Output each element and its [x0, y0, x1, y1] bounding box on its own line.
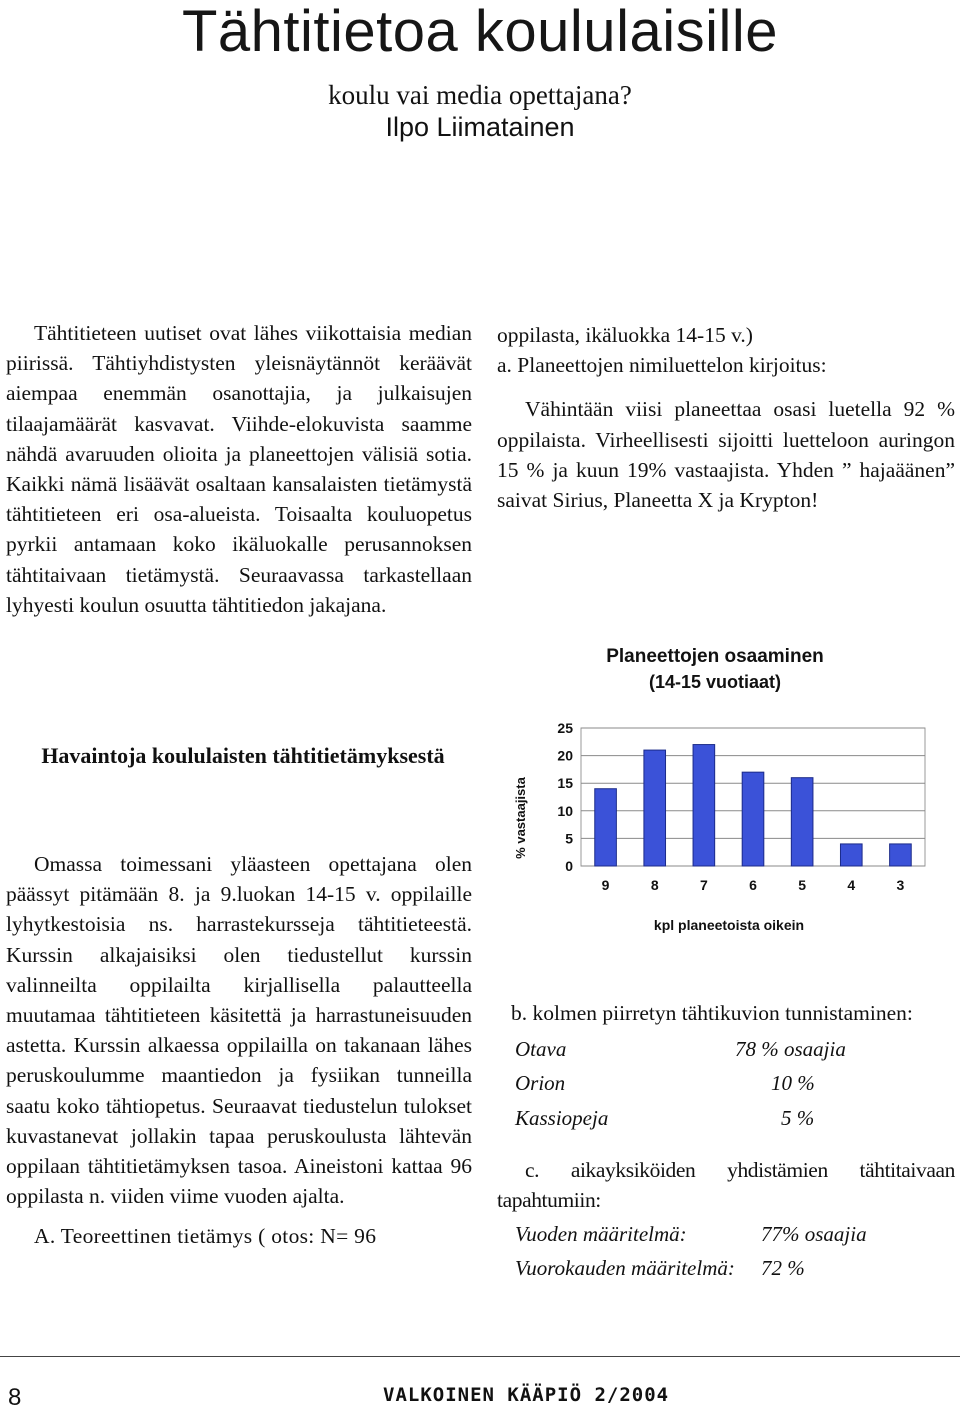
result-name: Kassiopeja	[515, 1105, 609, 1130]
result-row	[515, 1219, 955, 1249]
result-name: Vuoden määritelmä:	[515, 1222, 687, 1247]
page-title: Tähtitietoa koululaisille	[181, 0, 779, 64]
item-b-results	[515, 1034, 955, 1133]
intro-paragraph	[6, 318, 472, 620]
body-paragraph	[6, 849, 472, 1252]
chart-x-tick-label: 4	[847, 877, 856, 893]
result-row	[515, 1103, 955, 1133]
result-name: Otava	[515, 1037, 567, 1062]
publication-name: VALKOINEN KÄÄPIÖ 2/2004	[383, 1384, 670, 1406]
chart-x-tick-label: 8	[650, 877, 659, 893]
chart-title: Planeettojen osaaminen	[606, 646, 824, 667]
item-b-title: b. kolmen piirretyn tähtikuvion tunnistaminen:	[511, 1001, 913, 1025]
result-value: 77% osaajia	[761, 1222, 867, 1247]
chart-bar	[890, 844, 912, 866]
item-c-title: c. aikayksiköiden yhdistämien tähtitaivaan tapahtumiin:	[497, 1157, 955, 1213]
chart-y-tick-label: 15	[557, 775, 573, 792]
body-text: Omassa toimessani yläasteen opettajana olen päässyt pitämään 8. ja 9.luokan 14-15 v. oppilaille lyhytkestoisia ns. harrastekursseja tähtitieteestä. Kurssin alkajaisiksi olen tiedustellut kurssin valinneilta oppilailta kirjallisella palautteella muutamaa tähtitieteen käsitettä ja harrastuneisuuden astetta. Kurssin alkaessa oppilailla on takanaan lähes peruskoulumme maantiedon ja fysiikan tunneilla saatu koko tähtiopetus. Seuraavat tiedustelun tulokset kuvastanevat jollakin tapaa peruskoulusta lähtevän oppilaan tähtitietämyksen tasoa. Aineistoni kattaa 96 oppilasta n. viiden viime vuoden ajalta.	[6, 852, 472, 1209]
footer-divider	[0, 1356, 960, 1357]
chart-y-tick-label: 0	[565, 858, 573, 874]
result-name: Vuorokauden määritelmä:	[515, 1256, 735, 1281]
chart-x-tick-label: 9	[601, 877, 610, 893]
right-column-bottom	[497, 998, 955, 1284]
article-author: Ilpo Liimatainen	[385, 112, 575, 142]
result-value: 78 % osaajia	[735, 1037, 846, 1062]
section-a-heading: A. Teoreettinen tietämys ( otos: N= 96	[34, 1224, 377, 1249]
page-number: 8	[8, 1384, 22, 1411]
result-value: 72 %	[761, 1256, 805, 1281]
chart-subtitle: (14-15 vuotiaat)	[648, 672, 782, 692]
result-row	[515, 1253, 955, 1283]
chart-x-tick-label: 3	[896, 877, 905, 893]
chart-x-tick-label: 7	[699, 877, 708, 893]
chart-bar	[693, 745, 715, 866]
chart-x-tick-label: 5	[798, 877, 807, 893]
result-value: 5 %	[781, 1105, 815, 1130]
result-value: 10 %	[771, 1071, 815, 1096]
article-subtitle: koulu vai media opettajana?	[328, 80, 632, 110]
chart-y-tick-label: 25	[557, 720, 573, 736]
planet-knowledge-chart	[493, 608, 933, 943]
item-a-body: Vähintään viisi planeettaa osasi luetella 92 % oppilaista. Virheellisesti sijoitti luetteloon auringon 15 % ja kuun 19% vastaajista. Yhden ” hajaäänen” saivat Sirius, Planeetta X ja Krypton!	[497, 397, 955, 513]
chart-y-tick-label: 10	[557, 802, 573, 819]
chart-plot-area	[557, 720, 925, 893]
chart-y-axis-label: % vastaajista	[513, 777, 528, 859]
continuation-text: oppilasta, ikäluokka 14-15 v.)	[497, 323, 753, 347]
chart-bar	[840, 844, 862, 866]
chart-x-axis-label: kpl planeetoista oikein	[653, 917, 805, 933]
chart-bar	[791, 778, 813, 866]
chart-bar	[644, 750, 666, 866]
chart-bar	[595, 789, 617, 866]
section-heading: Havaintoja koululaisten tähtitietämyksestä	[41, 743, 445, 768]
result-row	[515, 1034, 955, 1064]
chart-y-tick-label: 5	[565, 830, 573, 847]
item-a-title: a. Planeettojen nimiluettelon kirjoitus:	[497, 353, 827, 378]
right-column-top	[497, 320, 955, 515]
chart-x-tick-label: 6	[749, 877, 757, 893]
intro-text: Tähtitieteen uutiset ovat lähes viikottaisia median piirissä. Tähtiyhdistysten yleisnäytännöt keräävät aiempaa enemmän osanottajia, ja julkaisujen tilaajamäärät kasvavat. Viihde-elokuvista saamme nähdä avaruuden olioita ja planeettojen välisiä sotia. Kaikki nämä lisäävät osaltaan kansalaisten tietämystä tähtitieteen eri osa-alueista. Toisaalta kouluopetus pyrkii antamaan koko ikäluokalle perusannoksen tähtitaivaan tietämystä. Seuraavassa tarkastellaan lyhyesti koulun osuutta tähtitiedon jakajana.	[6, 321, 472, 617]
result-name: Orion	[515, 1071, 566, 1096]
chart-y-tick-label: 20	[557, 747, 573, 764]
item-c-results	[515, 1219, 955, 1283]
result-row	[515, 1068, 955, 1098]
chart-bar	[742, 772, 764, 866]
